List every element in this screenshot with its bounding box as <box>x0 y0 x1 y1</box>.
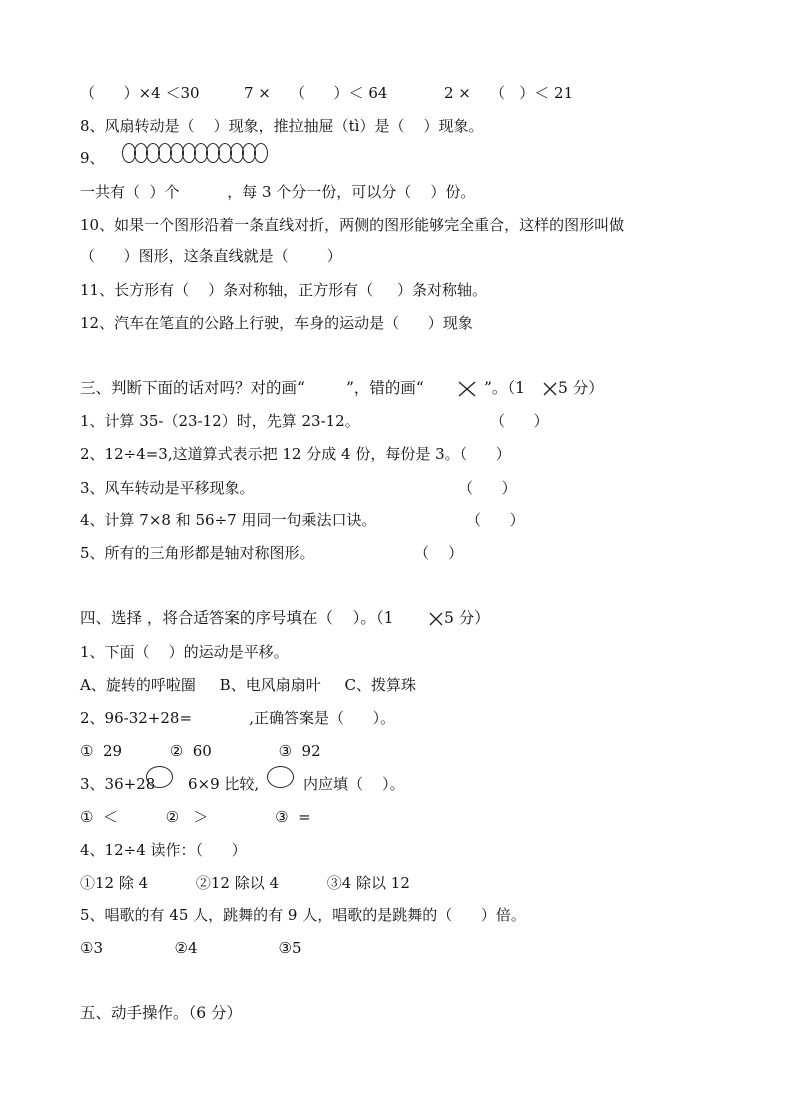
choice-question-5-options: ①3 ②4 ③5 <box>80 939 302 957</box>
question-9-label: 9、 <box>80 149 105 167</box>
question-11: 11、长方形有（ ）条对称轴，正方形有（ ）条对称轴。 <box>80 281 488 299</box>
cross-mark-icon <box>542 381 558 397</box>
choice-question-4-options: ①12 除 4 ②12 除以 4 ③4 除以 12 <box>80 874 410 892</box>
cross-mark-icon <box>456 380 478 398</box>
circles-row <box>122 143 272 167</box>
operate-heading: 五、动手操作。（6 分） <box>80 1004 243 1022</box>
inequality-3: 2 × （ ）＜ 21 <box>444 84 574 102</box>
inequality-1: （ ）×4 ＜30 <box>80 84 200 102</box>
choice-question-1-options: A、旋转的呼啦圈 B、电风扇扇叶 C、拨算珠 <box>80 676 417 694</box>
choice-heading-end: 5 分） <box>444 609 490 627</box>
judge-heading-part-1: 三、判断下面的话对吗？对的画“ <box>80 379 305 397</box>
comparison-circle <box>146 766 173 788</box>
inequality-2: 7 × （ ）＜ 64 <box>244 84 388 102</box>
circle-shape <box>254 143 268 163</box>
judge-answer-paren: （ ） <box>414 544 464 562</box>
judge-answer-paren: （ ） <box>490 412 549 430</box>
judge-answer-paren: （ ） <box>466 511 525 529</box>
choice-question-3-part-1: 3、36+28 <box>80 775 156 793</box>
question-10-line-2: （ ）图形，这条直线就是（ ） <box>80 247 342 265</box>
choice-question-3-part-2: 6×9 比较, <box>188 775 260 793</box>
cross-mark-icon <box>428 611 444 627</box>
judge-item-5: 5、所有的三角形都是轴对称图形。 <box>80 544 315 562</box>
choice-question-2-options: ① 29 ② 60 ③ 92 <box>80 742 321 760</box>
judge-answer-paren: （ ） <box>458 479 517 497</box>
judge-item-1: 1、计算 35-（23-12）时，先算 23-12。 <box>80 412 360 430</box>
question-12: 12、汽车在笔直的公路上行驶，车身的运动是（ ）现象 <box>80 314 473 332</box>
judge-heading-part-3: ”。（1 <box>484 379 526 397</box>
judge-heading-part-4: 5 分） <box>558 379 604 397</box>
choice-question-3-part-3: 内应填（ ）。 <box>303 775 405 793</box>
judge-heading-part-2: ”，错的画“ <box>346 379 424 397</box>
choice-question-1: 1、下面（ ）的运动是平移。 <box>80 643 289 661</box>
choice-heading: 四、选择 ，将合适答案的序号填在（ ）。（1 <box>80 609 394 627</box>
choice-question-4: 4、12÷4 读作：（ ） <box>80 841 247 859</box>
choice-question-5: 5、唱歌的有 45 人，跳舞的有 9 人，唱歌的是跳舞的（ ）倍。 <box>80 906 526 924</box>
question-9-text: 一共有（ ）个 ，每 3 个分一份，可以分（ ）份。 <box>80 183 476 201</box>
question-10-line-1: 10、如果一个图形沿着一条直线对折，两侧的图形能够完全重合，这样的图形叫做 <box>80 216 625 234</box>
choice-question-3-options: ① ＜ ② ＞ ③ = <box>80 808 311 826</box>
judge-item-2: 2、12÷4=3,这道算式表示把 12 分成 4 份，每份是 3。（ ） <box>80 445 511 463</box>
judge-item-4: 4、计算 7×8 和 56÷7 用同一句乘法口诀。 <box>80 511 377 529</box>
judge-item-3: 3、风车转动是平移现象。 <box>80 479 255 497</box>
question-8: 8、风扇转动是（ ）现象，推拉抽屉（tì）是（ ）现象。 <box>80 117 484 135</box>
choice-question-2: 2、96-32+28= ,正确答案是（ ）。 <box>80 709 396 727</box>
comparison-circle <box>267 766 294 788</box>
